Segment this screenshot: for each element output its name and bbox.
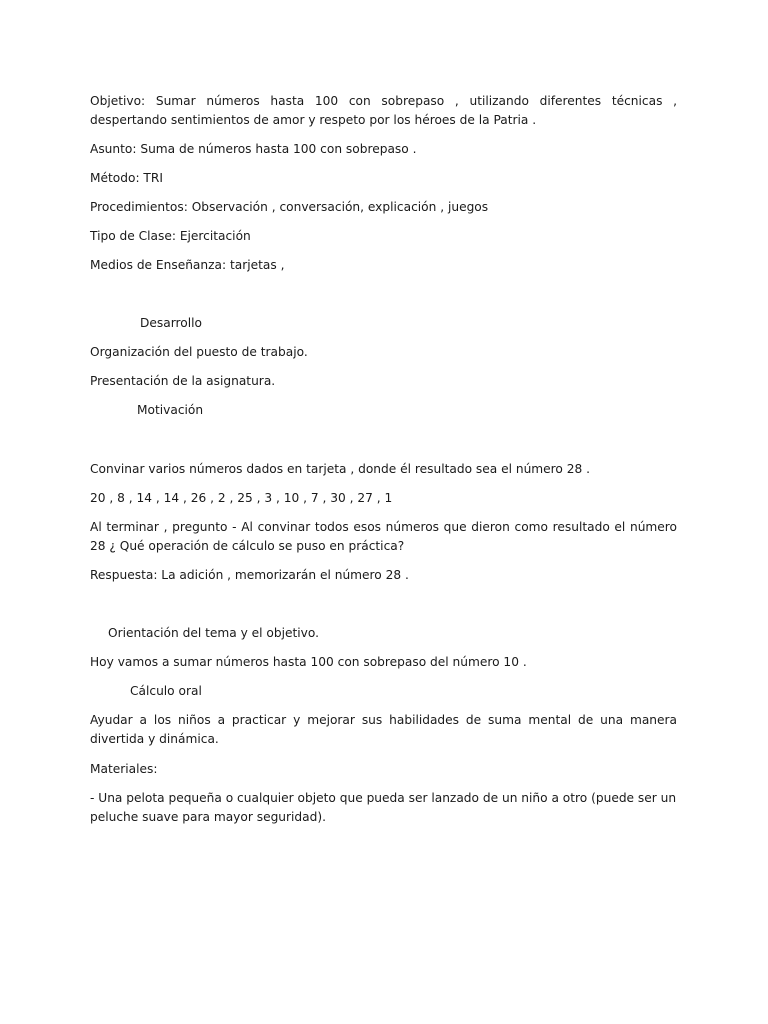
presentacion-line: Presentación de la asignatura.	[90, 374, 276, 388]
convinar-line: Convinar varios números dados en tarjeta , donde él resultado sea el número 28 .	[90, 462, 590, 476]
pelota-paragraph: - Una pelota pequeña o cualquier objeto que pueda ser lanzado de un niño a otro (puede ser un peluche suave para mayor seguridad).	[90, 791, 677, 824]
calculo-oral-heading: Cálculo oral	[130, 684, 202, 698]
asunto-line: Asunto: Suma de números hasta 100 con sobrepaso .	[90, 142, 417, 156]
orientacion-heading: Orientación del tema y el objetivo.	[108, 626, 320, 640]
hoy-line: Hoy vamos a sumar números hasta 100 con sobrepaso del número 10 .	[90, 655, 527, 669]
organizacion-line: Organización del puesto de trabajo.	[90, 345, 308, 359]
procedimientos-line: Procedimientos: Observación , conversación, explicación , juegos	[90, 200, 489, 214]
ayudar-paragraph: Ayudar a los niños a practicar y mejorar sus habilidades de suma mental de una manera divertida y dinámica.	[90, 713, 677, 746]
materiales-line: Materiales:	[90, 762, 158, 776]
motivacion-heading: Motivación	[137, 403, 204, 417]
metodo-line: Método: TRI	[90, 171, 163, 185]
objetivo-paragraph: Objetivo: Sumar números hasta 100 con sobrepaso , utilizando diferentes técnicas , despertando sentimientos de amor y respeto por los héroes de la Patria .	[90, 94, 677, 127]
tipo-clase-line: Tipo de Clase: Ejercitación	[90, 229, 251, 243]
medios-line: Medios de Enseñanza: tarjetas ,	[90, 258, 285, 272]
pregunta-paragraph: Al terminar , pregunto - Al convinar todos esos números que dieron como resultado el número 28 ¿ Qué operación de cálculo se puso en práctica?	[90, 520, 677, 553]
desarrollo-heading: Desarrollo	[140, 316, 202, 330]
respuesta-line: Respuesta: La adición , memorizarán el número 28 .	[90, 568, 409, 582]
numeros-line: 20 , 8 , 14 , 14 , 26 , 2 , 25 , 3 , 10 , 7 , 30 , 27 , 1	[90, 491, 393, 505]
